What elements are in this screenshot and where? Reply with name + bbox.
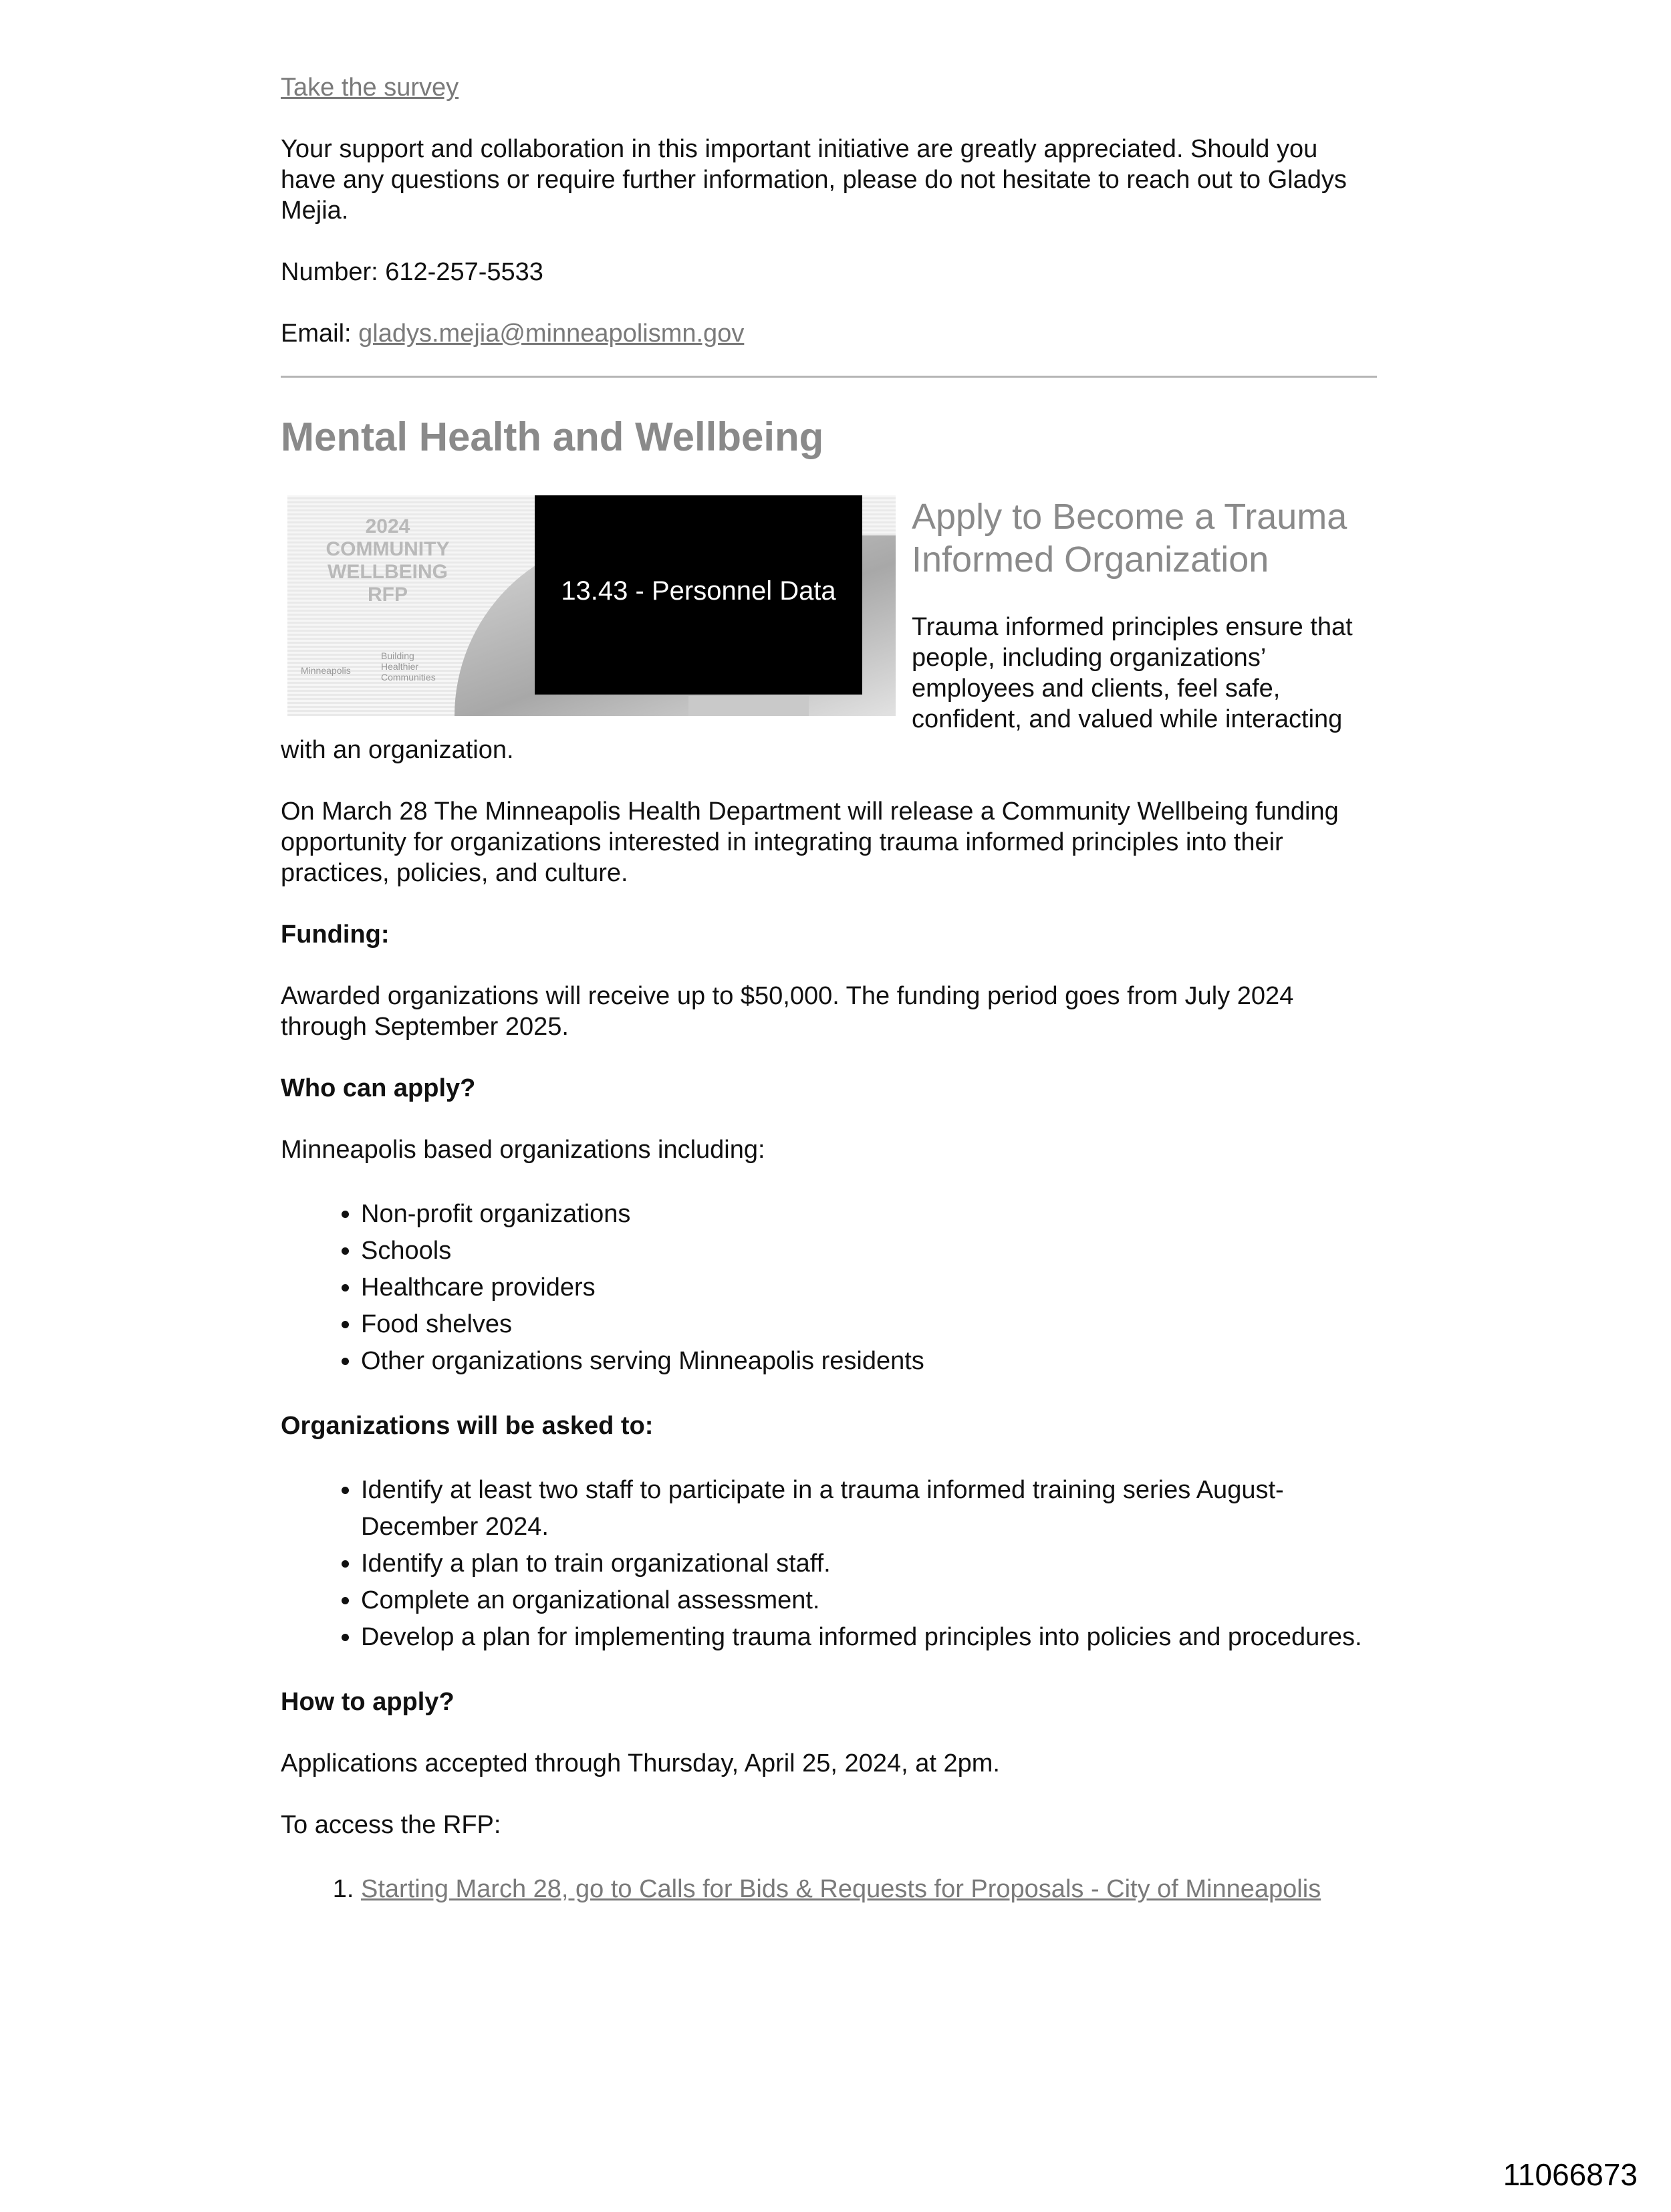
apply-access-intro: To access the RFP: xyxy=(281,1811,501,1839)
feature-title: Apply to Become a Trauma Informed Organization xyxy=(912,497,1347,580)
list-item: • Food shelves xyxy=(361,1306,1377,1343)
take-survey-link[interactable]: Take the survey xyxy=(281,74,459,102)
banner-org-label: Building Healthier Communities xyxy=(381,650,436,683)
list-item: • Develop a plan for implementing trauma informed principles into policies and procedures. xyxy=(361,1619,1377,1656)
list-item: • Identify a plan to train organizational staff. xyxy=(361,1546,1377,1582)
apply-heading: How to apply? xyxy=(281,1688,455,1716)
banner-photo-detail xyxy=(688,696,809,716)
release-text: On March 28 The Minneapolis Health Department will release a Community Wellbeing funding opportunity for organizations interested in integrating trauma informed principles into their practices, policies, and culture. xyxy=(281,797,1339,887)
document-id: 11066873 xyxy=(1503,2157,1638,2192)
funding-heading: Funding: xyxy=(281,920,390,949)
divider xyxy=(281,376,1377,378)
list-item: • Healthcare providers xyxy=(361,1269,1377,1306)
who-intro: Minneapolis based organizations including: xyxy=(281,1136,765,1164)
asked-list xyxy=(281,1472,1377,1656)
who-list xyxy=(281,1196,1377,1380)
rfp-link[interactable]: Starting March 28, go to Calls for Bids & Requests for Proposals - City of Minneapolis xyxy=(361,1875,1321,1903)
support-text: Your support and collaboration in this important initiative are greatly appreciated. Should you have any questions or require further information, please do not hesitate to reach out to Gladys Mejia. xyxy=(281,135,1347,225)
feature-intro: Trauma informed principles ensure that people, including organizations’ employees and clients, feel safe, confident, and valued while interacting with an organization. xyxy=(281,613,1353,764)
contact-number: Number: 612-257-5533 xyxy=(281,258,543,286)
email-label: Email: xyxy=(281,320,359,348)
banner-logo-line: 2024 xyxy=(365,515,410,537)
banner-logo-line: RFP xyxy=(368,584,408,606)
banner-logo-line: WELLBEING xyxy=(328,561,448,583)
banner-logo-line: COMMUNITY xyxy=(326,538,450,560)
redaction-box xyxy=(535,495,862,695)
banner-logo-text xyxy=(314,515,461,606)
email-link[interactable]: gladys.mejia@minneapolismn.gov xyxy=(358,320,745,348)
list-item: • Complete an organizational assessment. xyxy=(361,1582,1377,1619)
feature-block xyxy=(281,495,1377,796)
asked-heading: Organizations will be asked to: xyxy=(281,1412,654,1440)
list-item: • Non-profit organizations xyxy=(361,1196,1377,1233)
email-content xyxy=(281,72,1377,1908)
rfp-banner-image xyxy=(287,495,896,716)
list-item: • Other organizations serving Minneapolis residents xyxy=(361,1343,1377,1380)
list-item: • Schools xyxy=(361,1233,1377,1269)
apply-deadline: Applications accepted through Thursday, April 25, 2024, at 2pm. xyxy=(281,1749,1000,1777)
apply-steps xyxy=(281,1871,1377,1908)
contact-email xyxy=(281,318,1377,349)
list-item: • Identify at least two staff to participate in a trauma informed training series August-December 2024. xyxy=(361,1472,1377,1546)
banner-city-label: Minneapolis xyxy=(301,665,351,676)
survey-paragraph xyxy=(281,72,1377,103)
section-title: Mental Health and Wellbeing xyxy=(281,414,824,459)
apply-step xyxy=(361,1871,1377,1908)
funding-text: Awarded organizations will receive up to $50,000. The funding period goes from July 2024 through September 2025. xyxy=(281,982,1294,1041)
redaction-label: 13.43 - Personnel Data xyxy=(561,576,836,606)
who-heading: Who can apply? xyxy=(281,1074,476,1102)
